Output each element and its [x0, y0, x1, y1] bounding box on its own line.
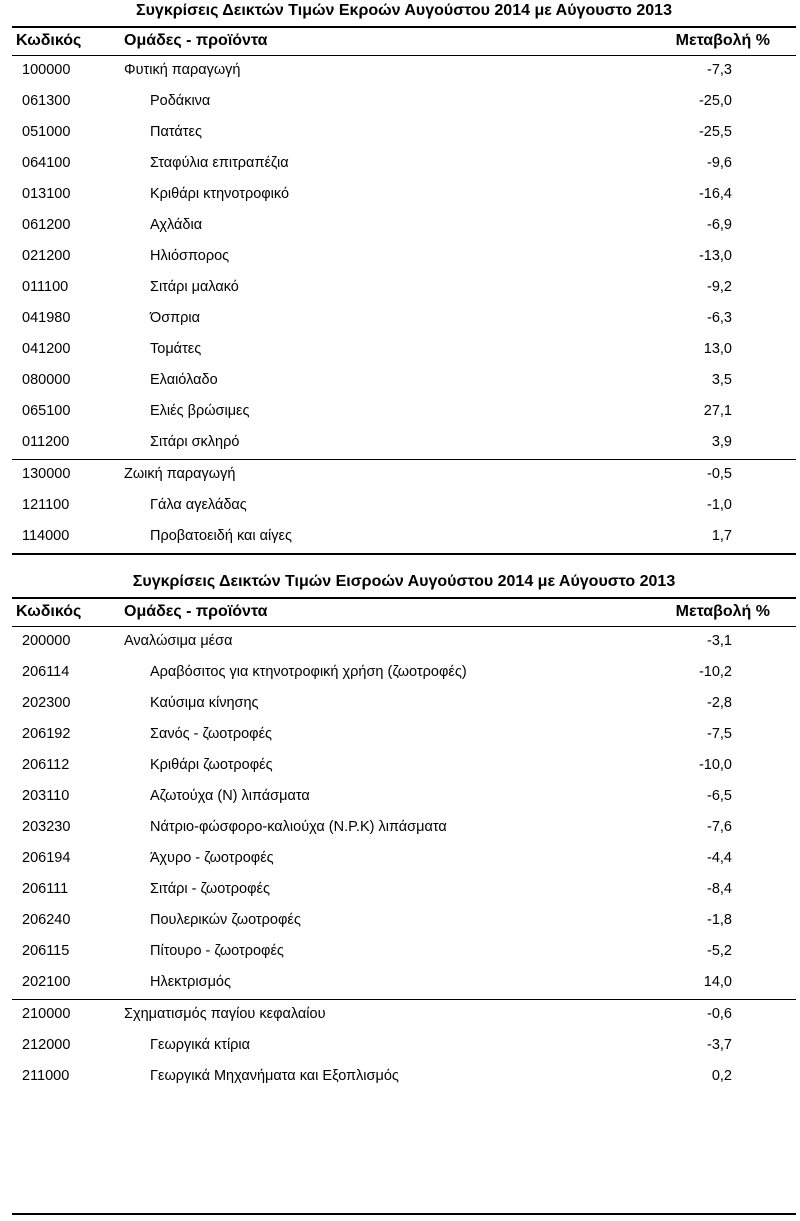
row-name: Αχλάδια — [150, 217, 203, 233]
row-name: Σιτάρι σκληρό — [150, 434, 240, 450]
row-change: 3,9 — [711, 434, 732, 450]
table-row — [12, 627, 796, 658]
row-code: 200000 — [22, 633, 71, 649]
row-change: -2,8 — [707, 695, 732, 711]
row-code: 064100 — [22, 155, 71, 171]
row-code: 206194 — [22, 850, 71, 866]
row-code: 202100 — [22, 974, 71, 990]
table-row — [12, 304, 796, 335]
row-code: 203230 — [22, 819, 71, 835]
row-code: 080000 — [22, 372, 71, 388]
row-name: Ζωική παραγωγή — [124, 466, 236, 482]
row-name: Γάλα αγελάδας — [150, 497, 247, 513]
output-price-table — [12, 0, 796, 555]
row-change: -7,5 — [707, 726, 732, 742]
row-name: Αναλώσιμα μέσα — [124, 633, 233, 649]
table-row — [12, 937, 796, 968]
row-name: Κριθάρι κτηνοτροφικό — [150, 186, 290, 202]
table-row — [12, 875, 796, 906]
row-change: -6,5 — [707, 788, 732, 804]
row-code: 041980 — [22, 310, 71, 326]
row-name: Φυτική παραγωγή — [124, 62, 241, 78]
row-name: Πατάτες — [150, 124, 202, 140]
input-table-body — [12, 627, 796, 1093]
row-change: 14,0 — [703, 974, 732, 990]
table-row — [12, 180, 796, 211]
table-row — [12, 689, 796, 720]
bottom-rule — [12, 1213, 796, 1215]
table-row — [12, 813, 796, 844]
table-row — [12, 522, 796, 553]
row-code: 061300 — [22, 93, 71, 109]
row-name: Ηλιόσπορος — [150, 248, 230, 264]
row-name: Σταφύλια επιτραπέζια — [150, 155, 289, 171]
table-row — [12, 720, 796, 751]
row-change: -8,4 — [707, 881, 732, 897]
table-row — [12, 87, 796, 118]
row-code: 206192 — [22, 726, 71, 742]
row-change: -1,8 — [707, 912, 732, 928]
row-change: -3,7 — [707, 1037, 732, 1053]
row-code: 114000 — [22, 528, 70, 544]
row-name: Προβατοειδή και αίγες — [150, 528, 292, 544]
row-name: Γεωργικά κτίρια — [150, 1037, 251, 1053]
row-change: -0,6 — [707, 1006, 732, 1022]
row-name: Σανός - ζωοτροφές — [150, 726, 273, 742]
row-change: -9,2 — [707, 279, 732, 295]
row-code: 061200 — [22, 217, 71, 233]
row-code: 011200 — [22, 434, 70, 450]
row-name: Πουλερικών ζωοτροφές — [150, 912, 301, 928]
header-name: Ομάδες - προϊόντα — [124, 32, 268, 49]
row-code: 041200 — [22, 341, 71, 357]
table-row — [12, 366, 796, 397]
header-change: Μεταβολή % — [675, 603, 770, 620]
table-row — [12, 782, 796, 813]
table-row — [12, 968, 796, 999]
row-code: 021200 — [22, 248, 71, 264]
table-row — [12, 1031, 796, 1062]
row-change: -4,4 — [707, 850, 732, 866]
row-name: Σχηματισμός παγίου κεφαλαίου — [124, 1006, 326, 1022]
row-change: -5,2 — [707, 943, 732, 959]
row-name: Σιτάρι μαλακό — [150, 279, 239, 295]
row-name: Νάτριο-φώσφορο-καλιούχα (Ν.Ρ.Κ) λιπάσματα — [150, 819, 447, 835]
row-change: 27,1 — [703, 403, 732, 419]
row-code: 210000 — [22, 1006, 71, 1022]
table-row — [12, 149, 796, 180]
row-change: -10,0 — [698, 757, 732, 773]
output-table-body — [12, 56, 796, 555]
table-row — [12, 751, 796, 782]
row-change: -6,3 — [707, 310, 732, 326]
row-code: 121100 — [22, 497, 70, 513]
row-name: Αζωτούχα (Ν) λιπάσματα — [150, 788, 310, 804]
row-change: -7,3 — [707, 62, 732, 78]
row-code: 211000 — [22, 1068, 70, 1084]
table-row — [12, 999, 796, 1031]
row-change: 3,5 — [711, 372, 732, 388]
row-code: 130000 — [22, 466, 71, 482]
row-code: 206240 — [22, 912, 71, 928]
row-name: Όσπρια — [150, 310, 201, 326]
table-row — [12, 211, 796, 242]
table-row — [12, 459, 796, 491]
table-row — [12, 844, 796, 875]
output-table-header — [12, 26, 796, 56]
row-name: Άχυρο - ζωοτροφές — [150, 850, 274, 866]
row-code: 212000 — [22, 1037, 71, 1053]
header-code: Κωδικός — [16, 603, 82, 620]
header-change: Μεταβολή % — [675, 32, 770, 49]
row-name: Αραβόσιτος για κτηνοτροφική χρήση (ζωοτροφές) — [150, 664, 467, 680]
row-change: -10,2 — [698, 664, 732, 680]
row-code: 013100 — [22, 186, 71, 202]
row-change: -0,5 — [707, 466, 732, 482]
table-row — [12, 397, 796, 428]
row-code: 206114 — [22, 664, 70, 680]
row-change: -13,0 — [698, 248, 732, 264]
input-table-title: Συγκρίσεις Δεικτών Τιμών Εισροών Αυγούστου 2014 με Αύγουστο 2013 — [132, 573, 676, 590]
row-change: -3,1 — [707, 633, 732, 649]
row-code: 051000 — [22, 124, 71, 140]
row-code: 206111 — [22, 881, 69, 897]
row-change: -25,5 — [698, 124, 732, 140]
output-table-title: Συγκρίσεις Δεικτών Τιμών Εκροών Αυγούστου 2014 με Αύγουστο 2013 — [136, 2, 672, 19]
table-row — [12, 428, 796, 459]
row-change: 1,7 — [711, 528, 732, 544]
row-name: Ροδάκινα — [150, 93, 211, 109]
row-change: -1,0 — [707, 497, 732, 513]
table-row — [12, 273, 796, 304]
row-code: 065100 — [22, 403, 71, 419]
row-name: Πίτουρο - ζωοτροφές — [150, 943, 284, 959]
row-change: -25,0 — [698, 93, 732, 109]
row-name: Ελαιόλαδο — [150, 372, 218, 388]
row-change: 0,2 — [711, 1068, 732, 1084]
row-name: Καύσιμα κίνησης — [150, 695, 259, 711]
row-change: -9,6 — [707, 155, 732, 171]
table-row — [12, 118, 796, 149]
row-code: 100000 — [22, 62, 71, 78]
row-code: 206115 — [22, 943, 70, 959]
row-code: 202300 — [22, 695, 71, 711]
table-row — [12, 491, 796, 522]
table-row — [12, 1062, 796, 1093]
row-change: -6,9 — [707, 217, 732, 233]
row-name: Ελιές βρώσιμες — [150, 403, 250, 419]
row-code: 206112 — [22, 757, 70, 773]
row-name: Ηλεκτρισμός — [150, 974, 231, 990]
row-change: -7,6 — [707, 819, 732, 835]
row-name: Γεωργικά Μηχανήματα και Εξοπλισμός — [150, 1068, 399, 1084]
table-row — [12, 335, 796, 366]
table-row — [12, 242, 796, 273]
input-price-table — [12, 571, 796, 1093]
header-name: Ομάδες - προϊόντα — [124, 603, 268, 620]
row-name: Κριθάρι ζωοτροφές — [150, 757, 273, 773]
table-row — [12, 906, 796, 937]
row-change: 13,0 — [703, 341, 732, 357]
table-row — [12, 658, 796, 689]
header-code: Κωδικός — [16, 32, 82, 49]
row-code: 011100 — [22, 279, 69, 295]
row-code: 203110 — [22, 788, 70, 804]
row-name: Σιτάρι - ζωοτροφές — [150, 881, 270, 897]
row-change: -16,4 — [698, 186, 732, 202]
table-row — [12, 56, 796, 87]
row-name: Τομάτες — [150, 341, 202, 357]
input-table-header — [12, 597, 796, 627]
